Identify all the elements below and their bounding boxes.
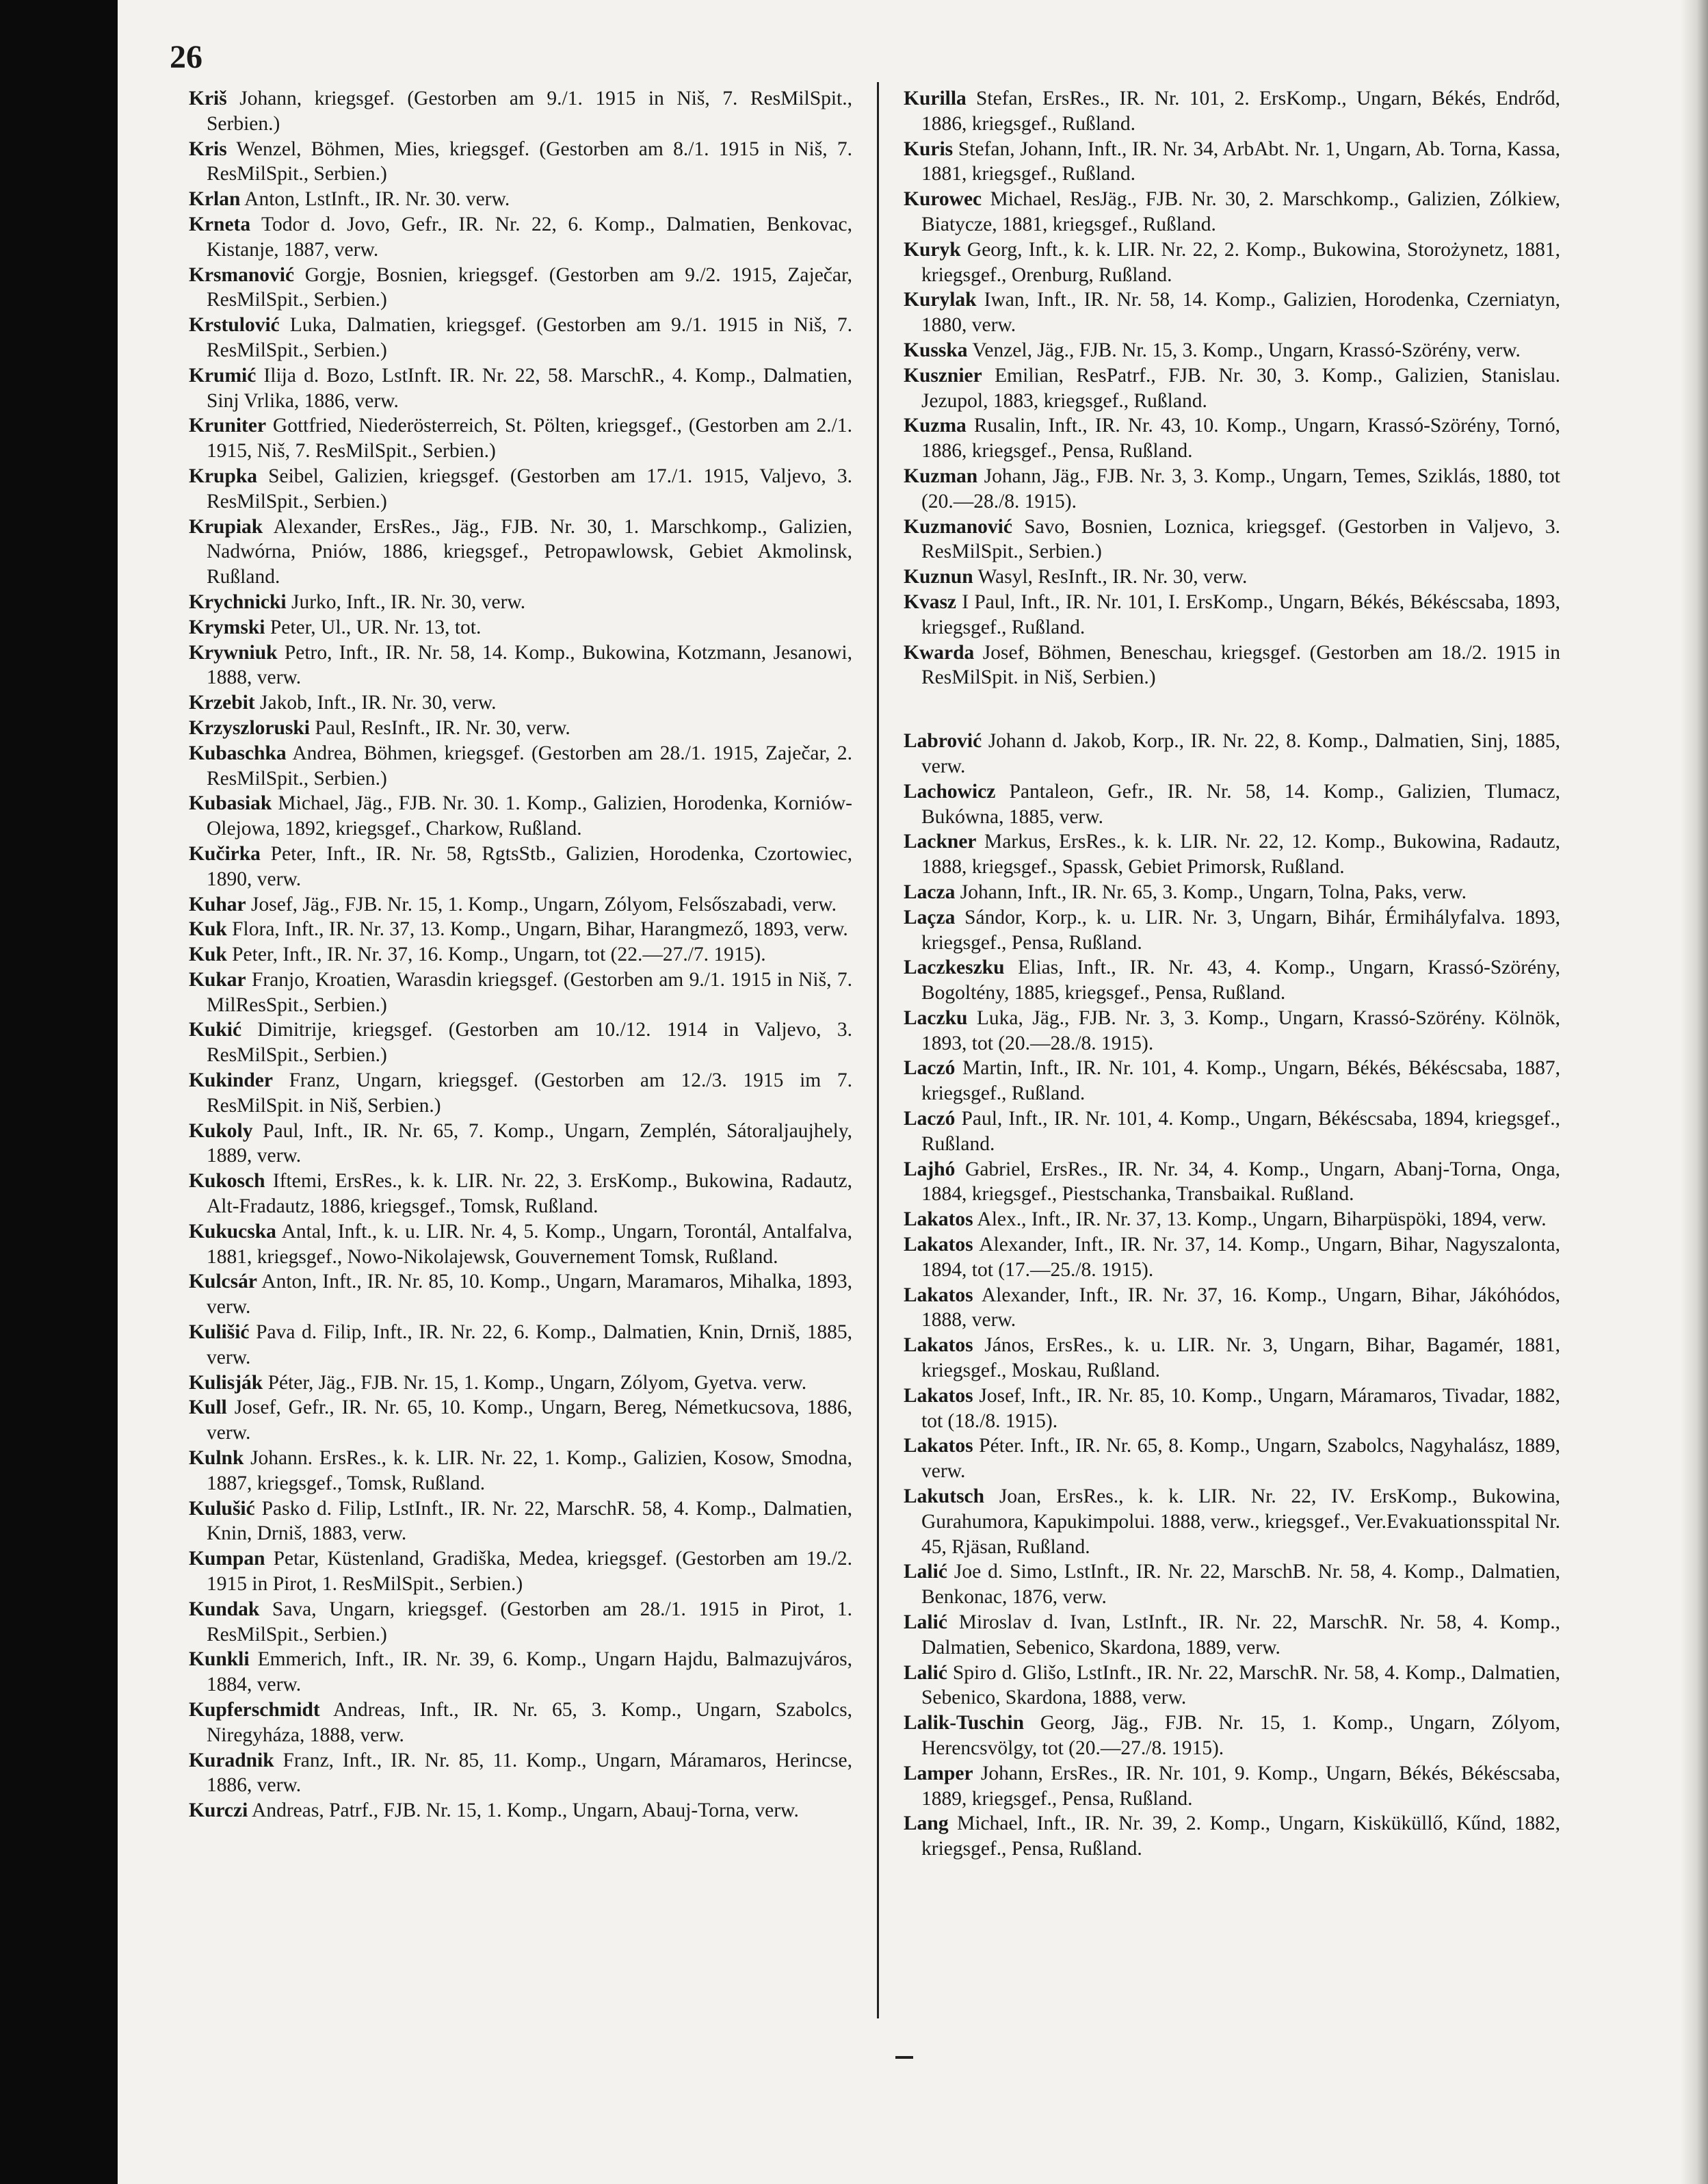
entry-details: Paul, ResInft., IR. Nr. 30, verw. [310,716,570,739]
entry-surname: Lakatos [904,1284,973,1306]
entry-details: Johann, ErsRes., IR. Nr. 101, 9. Komp., Ungarn, Békés, Békéscsaba, 1889, kriegsgef., Pensa, Rußland. [921,1762,1560,1810]
entry-details: Spiro d. Glišo, LstInft., IR. Nr. 22, MarschR. Nr. 58, 4. Komp., Dalmatien, Sebenico, Skardona, 1888, verw. [921,1661,1560,1709]
entry-details: Iwan, Inft., IR. Nr. 58, 14. Komp., Galizien, Horodenka, Czerniatyn, 1880, verw. [921,289,1560,337]
register-entry [189,1119,852,1169]
page-number: 26 [170,39,202,75]
register-entry [189,1597,852,1648]
entry-surname: Kupferschmidt [189,1699,320,1721]
entry-surname: Lakatos [904,1384,973,1407]
entry-details: Franz, Ungarn, kriegsgef. (Gestorben am 12./3. 1915 im 7. ResMilSpit. in Niš, Serbien.) [207,1069,852,1117]
entry-surname: Kukar [189,968,246,991]
register-entry [189,1647,852,1698]
register-entry [189,716,852,741]
entry-details: Michael, ResJäg., FJB. Nr. 30, 2. Marschkomp., Galizien, Zólkiew, Biatycze, 1881, kriegsgef., Rußland. [921,188,1560,235]
entry-surname: Lamper [904,1762,973,1784]
register-entry [904,1559,1560,1610]
entry-details: Paul, Inft., IR. Nr. 65, 7. Komp., Ungarn, Zemplén, Sátoraljaujhely, 1889, verw. [207,1119,852,1167]
register-entry [189,1546,852,1597]
entry-surname: Kuznun [904,566,973,588]
entry-surname: Lakutsch [904,1485,985,1508]
entry-surname: Kulnk [189,1447,244,1470]
right-column [904,86,1560,1862]
entry-surname: Kuhar [189,893,246,915]
entry-details: Petro, Inft., IR. Nr. 58, 14. Komp., Bukowina, Kotzmann, Jesanowi, 1888, verw. [207,641,852,689]
register-entry [904,564,1560,590]
entry-surname: Kulušić [189,1497,255,1520]
entry-surname: Krlan [189,188,241,211]
entry-details: Josef, Jäg., FJB. Nr. 15, 1. Komp., Ungarn, Zólyom, Felsőszabadi, verw. [246,893,837,915]
entry-surname: Labrović [904,730,982,753]
entry-details: Luka, Dalmatien, kriegsgef. (Gestorben am 9./1. 1915 in Niš, 7. ResMilSpit., Serbien.) [207,314,852,361]
entry-surname: Lakatos [904,1435,973,1457]
entry-details: Gottfried, Niederösterreich, St. Pölten, kriegsgef., (Gestorben am 2./1. 1915, Niš, 7. ResMilSpit., Serbien.) [207,415,852,463]
entry-details: Andreas, Patrf., FJB. Nr. 15, 1. Komp., Ungarn, Abauj-Torna, verw. [248,1799,799,1822]
entry-surname: Laczó [904,1057,956,1080]
entry-details: Venzel, Jäg., FJB. Nr. 15, 3. Komp., Ungarn, Krassó-Szörény, verw. [967,339,1521,361]
register-entry [904,1106,1560,1157]
entry-details: Petar, Küstenland, Gradiška, Medea, kriegsgef. (Gestorben am 19./2. 1915 in Pirot, 1. ResMilSpit., Serbien.) [207,1548,852,1596]
register-entry [189,942,852,967]
register-entry [904,1232,1560,1283]
register-entry [904,1056,1560,1106]
register-entry [904,729,1560,779]
register-entry [904,1661,1560,1711]
entry-surname: Lajhó [904,1158,956,1180]
entry-surname: Kurowec [904,188,982,211]
entry-surname: Kull [189,1396,227,1419]
register-entry [189,212,852,263]
register-entry [904,363,1560,414]
entry-surname: Krywniuk [189,641,278,664]
register-entry [189,917,852,942]
register-entry [189,1370,852,1396]
entry-details: Rusalin, Inft., IR. Nr. 43, 10. Komp., Ungarn, Krassó-Szörény, Tornó, 1886, kriegsgef., Pensa, Rußland. [921,415,1560,463]
entry-details: Johann. ErsRes., k. k. LIR. Nr. 22, 1. Komp., Galizien, Kosow, Smodna, 1887, kriegsgef., Tomsk, Rußland. [207,1447,852,1494]
register-entry [904,1711,1560,1761]
left-column [189,86,852,1823]
entry-details: Franjo, Kroatien, Warasdin kriegsgef. (Gestorben am 9./1. 1915 in Niš, 7. MilResSpit., Serbien.) [207,968,852,1016]
entry-surname: Kukucska [189,1220,276,1243]
entry-surname: Kruniter [189,415,267,437]
entry-details: Péter. Inft., IR. Nr. 65, 8. Komp., Ungarn, Szabolcs, Nagyhalász, 1889, verw. [921,1435,1560,1483]
register-entry [904,1610,1560,1661]
entry-surname: Kurilla [904,88,967,109]
register-entry [189,1269,852,1320]
entry-details: Alexander, ErsRes., Jäg., FJB. Nr. 30, 1. Marschkomp., Galizien, Nadwórna, Pniów, 1886, kriegsgef., Petropawlowsk, Gebiet Akmolinsk, Rußland. [207,515,852,588]
entry-details: Iftemi, ErsRes., k. k. LIR. Nr. 22, 3. ErsKomp., Bukowina, Radautz, Alt-Fradautz, 1886, kriegsgef., Tomsk, Rußland. [207,1170,852,1218]
entry-details: Stefan, Johann, Inft., IR. Nr. 34, ArbAbt. Nr. 1, Ungarn, Ab. Torna, Kassa, 1881, kriegsgef., Rußland. [921,138,1560,185]
register-entry [189,86,852,137]
entry-surname: Laczó [904,1108,956,1130]
entry-surname: Lackner [904,831,977,853]
register-entry [904,515,1560,565]
register-entry [189,464,852,515]
entry-details: Jurko, Inft., IR. Nr. 30, verw. [286,590,526,613]
entry-details: Dimitrije, kriegsgef. (Gestorben am 10./12. 1914 in Valjevo, 3. ResMilSpit., Serbien.) [207,1019,852,1067]
entry-surname: Krzebit [189,692,255,714]
entry-surname: Kukinder [189,1069,273,1092]
entry-surname: Krymski [189,616,265,638]
register-entry [904,1006,1560,1056]
entry-details: Alexander, Inft., IR. Nr. 37, 16. Komp., Ungarn, Bihar, Jákóhódos, 1888, verw. [921,1284,1560,1331]
entry-details: Georg, Jäg., FJB. Nr. 15, 1. Komp., Ungarn, Zólyom, Herencsvölgy, tot (20.—27./8. 1915). [921,1712,1560,1759]
entry-details: Seibel, Galizien, kriegsgef. (Gestorben am 17./1. 1915, Valjevo, 3. ResMilSpit., Serbien.) [207,465,852,512]
register-entry [189,615,852,640]
entry-surname: Lalić [904,1561,947,1583]
entry-details: Pasko d. Filip, LstInft., IR. Nr. 22, MarschR. 58, 4. Komp., Dalmatien, Knin, Drniš, 1883, verw. [207,1497,852,1545]
register-entry [904,829,1560,880]
entry-surname: Kunkli [189,1648,250,1671]
register-entry [904,1283,1560,1334]
register-entry [904,1433,1560,1484]
entry-surname: Lakatos [904,1234,973,1256]
register-entry [189,187,852,212]
register-entry [904,779,1560,830]
register-entry [189,1219,852,1270]
entry-details: Jakob, Inft., IR. Nr. 30, verw. [254,692,497,714]
entry-surname: Kusska [904,339,968,361]
entry-surname: Lalik-Tuschin [904,1712,1025,1734]
entry-surname: Kuzmanović [904,515,1012,538]
register-entry [189,640,852,691]
entry-details: Johann d. Jakob, Korp., IR. Nr. 22, 8. Komp., Dalmatien, Sinj, 1885, verw. [921,730,1560,777]
entry-surname: Lacza [904,881,956,903]
register-entry [904,1157,1560,1208]
entry-details: Peter, Ul., UR. Nr. 13, tot. [265,616,482,638]
register-entry [189,1169,852,1219]
entry-surname: Kuradnik [189,1749,274,1771]
entry-surname: Laçza [904,906,956,928]
register-entry [904,86,1560,137]
register-entry [189,263,852,313]
entry-surname: Laczkeszku [904,957,1005,979]
entry-details: Gorgje, Bosnien, kriegsgef. (Gestorben am 9./2. 1915, Zaječar, ResMilSpit., Serbien.) [207,263,852,311]
entry-details: Johann, Jäg., FJB. Nr. 3, 3. Komp., Ungarn, Temes, Sziklás, 1880, tot (20.—28./8. 1915). [921,465,1560,512]
entry-surname: Kundak [189,1598,260,1620]
register-entry [904,1207,1560,1232]
entry-surname: Kwarda [904,641,975,664]
entry-surname: Kulisják [189,1371,263,1394]
entry-details: Joe d. Simo, LstInft., IR. Nr. 22, MarschB. Nr. 58, 4. Komp., Dalmatien, Benkonac, 1876, verw. [921,1561,1560,1609]
register-entry [189,137,852,187]
entry-details: Alex., Inft., IR. Nr. 37, 13. Komp., Ungarn, Biharpüspöki, 1894, verw. [973,1208,1547,1231]
register-entry [189,967,852,1018]
entry-surname: Lalić [904,1611,947,1634]
register-entry [904,287,1560,338]
entry-details: Alexander, Inft., IR. Nr. 37, 14. Komp., Ungarn, Bihar, Nagyszalonta, 1894, tot (17.—25./8. 1915). [921,1234,1560,1281]
register-entry [189,1320,852,1370]
entry-details: Péter, Jäg., FJB. Nr. 15, 1. Komp., Ungarn, Zólyom, Gyetva. verw. [263,1371,807,1394]
register-entry [904,955,1560,1006]
entry-details: I Paul, Inft., IR. Nr. 101, I. ErsKomp., Ungarn, Békés, Békéscsaba, 1893, kriegsgef., Rußland. [921,590,1560,638]
footer-dash [895,2056,913,2059]
register-entry [904,1383,1560,1434]
entry-details: Emmerich, Inft., IR. Nr. 39, 6. Komp., Ungarn Hajdu, Balmazujváros, 1884, verw. [207,1648,852,1696]
scan-edge-shadow [1681,0,1708,2184]
entry-details: Martin, Inft., IR. Nr. 101, 4. Komp., Ungarn, Békés, Békéscsaba, 1887, kriegsgef., Rußland. [921,1057,1560,1105]
entry-surname: Krumić [189,364,257,387]
register-entry [189,892,852,918]
register-entry [904,413,1560,464]
entry-details: Anton, Inft., IR. Nr. 85, 10. Komp., Ungarn, Maramaros, Mihalka, 1893, verw. [207,1271,852,1318]
entry-surname: Kris [189,138,227,160]
register-entry [189,1698,852,1748]
entry-details: Michael, Inft., IR. Nr. 39, 2. Komp., Ungarn, Kisküküllő, Kűnd, 1882, kriegsgef., Pensa, Rußland. [921,1812,1560,1860]
entry-details: Andrea, Böhmen, kriegsgef. (Gestorben am 28./1. 1915, Zaječar, 2. ResMilSpit., Serbien.) [207,742,852,790]
entry-details: Franz, Inft., IR. Nr. 85, 11. Komp., Ungarn, Máramaros, Herincse, 1886, verw. [207,1749,852,1797]
register-entry [904,187,1560,237]
register-entry [189,842,852,892]
entry-details: Markus, ErsRes., k. k. LIR. Nr. 22, 12. Komp., Bukowina, Radautz, 1888, kriegsgef., Spassk, Gebiet Primorsk, Rußland. [921,831,1560,879]
entry-details: Georg, Inft., k. k. LIR. Nr. 22, 2. Komp., Bukowina, Storożynetz, 1881, kriegsgef., Orenburg, Rußland. [921,238,1560,286]
register-entry [189,741,852,792]
entry-details: Todor d. Jovo, Gefr., IR. Nr. 22, 6. Komp., Dalmatien, Benkovac, Kistanje, 1887, verw. [207,213,852,261]
entry-details: Michael, Jäg., FJB. Nr. 30. 1. Komp., Galizien, Horodenka, Korniów-Olejowa, 1892, kriegsgef., Charkow, Rußland. [207,792,852,840]
entry-surname: Kučirka [189,842,261,865]
entry-surname: Lang [904,1812,949,1835]
entry-surname: Lalić [904,1661,947,1684]
entry-details: Paul, Inft., IR. Nr. 101, 4. Komp., Ungarn, Békéscsaba, 1894, kriegsgef., Rußland. [921,1108,1560,1155]
entry-details: Sándor, Korp., k. u. LIR. Nr. 3, Ungarn, Bihár, Érmihályfalva. 1893, kriegsgef., Pensa, Rußland. [921,906,1560,954]
register-entry [189,1395,852,1446]
entry-surname: Kubaschka [189,742,287,764]
entry-details: Wenzel, Böhmen, Mies, kriegsgef. (Gestorben am 8./1. 1915 in Niš, 7. ResMilSpit., Serbien.) [207,138,852,185]
register-entry [904,464,1560,515]
entry-surname: Kuryk [904,238,961,261]
entry-surname: Krsmanović [189,263,295,286]
register-entry [904,905,1560,956]
register-entry [189,313,852,363]
entry-surname: Kuk [189,944,227,966]
entry-details: Johann, kriegsgef. (Gestorben am 9./1. 1915 in Niš, 7. ResMilSpit., Serbien.) [207,88,852,135]
entry-surname: Kurczi [189,1799,248,1822]
entry-surname: Kukić [189,1019,242,1041]
register-entry [189,1017,852,1068]
entry-details: Ilija d. Bozo, LstInft. IR. Nr. 22, 58. MarschR., 4. Komp., Dalmatien, Sinj Vrlika, 1886, verw. [207,364,852,412]
register-entry [189,413,852,464]
entry-surname: Krupka [189,465,258,487]
entry-surname: Krzyszloruski [189,716,310,739]
entry-details: Antal, Inft., k. u. LIR. Nr. 4, 5. Komp., Ungarn, Torontál, Antalfalva, 1881, kriegsgef., Nowo-Nikolajewsk, Gouvernement Tomsk, Rußland. [207,1220,852,1268]
entry-details: Elias, Inft., IR. Nr. 43, 4. Komp., Ungarn, Krassó-Szörény, Bogoltény, 1885, kriegsgef., Pensa, Rußland. [921,957,1560,1004]
entry-surname: Lachowicz [904,780,996,803]
entry-surname: Kuzman [904,465,978,487]
entry-surname: Lakatos [904,1334,973,1357]
entry-surname: Kvasz [904,590,957,613]
register-entry [189,1068,852,1119]
entry-details: Emilian, ResPatrf., FJB. Nr. 30, 3. Komp., Galizien, Stanislau. Jezupol, 1883, kriegsgef., Rußland. [921,364,1560,412]
document-page [118,0,1708,2184]
entry-surname: Laczku [904,1006,968,1029]
register-entry [904,1811,1560,1862]
entry-details: Peter, Inft., IR. Nr. 37, 16. Komp., Ungarn, tot (22.—27./7. 1915). [226,944,766,966]
entry-details: Andreas, Inft., IR. Nr. 65, 3. Komp., Ungarn, Szabolcs, Niregyháza, 1888, verw. [207,1699,852,1746]
entry-details: Anton, LstInft., IR. Nr. 30. verw. [240,188,510,211]
register-entry [189,1798,852,1823]
entry-surname: Kulišić [189,1321,250,1344]
entry-surname: Kubasiak [189,792,272,815]
register-entry [904,137,1560,187]
register-entry [904,880,1560,905]
entry-details: Sava, Ungarn, kriegsgef. (Gestorben am 28./1. 1915 in Pirot, 1. ResMilSpit., Serbien.) [207,1598,852,1646]
entry-details: Luka, Jäg., FJB. Nr. 3, 3. Komp., Ungarn, Krassó-Szörény. Kölnök, 1893, tot (20.—28./8. 1915). [921,1006,1560,1054]
entry-surname: Krneta [189,213,251,235]
entry-surname: Krupiak [189,515,263,538]
register-entry [189,363,852,414]
register-entry [189,590,852,615]
register-entry [189,791,852,842]
register-entry [904,237,1560,288]
entry-surname: Kukosch [189,1170,265,1193]
right-column-k-entries [904,86,1560,690]
entry-surname: Kukoly [189,1119,253,1142]
register-entry [904,338,1560,363]
entry-details: Savo, Bosnien, Loznica, kriegsgef. (Gestorben in Valjevo, 3. ResMilSpit., Serbien.) [921,515,1560,563]
right-column-l-entries [904,729,1560,1862]
entry-details: Miroslav d. Ivan, LstInft., IR. Nr. 22, MarschR. Nr. 58, 4. Komp., Dalmatien, Sebenico, Skardona, 1889, verw. [921,1611,1560,1659]
entry-details: Josef, Gefr., IR. Nr. 65, 10. Komp., Ungarn, Bereg, Németkucsova, 1886, verw. [207,1396,852,1444]
entry-details: Gabriel, ErsRes., IR. Nr. 34, 4. Komp., Ungarn, Abanj-Torna, Onga, 1884, kriegsgef., Piestschanka, Transbaikal. Rußland. [921,1158,1560,1206]
entry-surname: Kumpan [189,1548,265,1570]
entry-details: Josef, Inft., IR. Nr. 85, 10. Komp., Ungarn, Máramaros, Tivadar, 1882, tot (18./8. 1915). [921,1384,1560,1432]
entry-surname: Lakatos [904,1208,973,1231]
entry-surname: Kurylak [904,289,977,311]
register-entry [189,1446,852,1496]
entry-details: Stefan, ErsRes., IR. Nr. 101, 2. ErsKomp., Ungarn, Békés, Endrőd, 1886, kriegsgef., Rußland. [921,88,1560,135]
entry-surname: Kusznier [904,364,982,387]
register-entry [904,640,1560,691]
entry-surname: Kuzma [904,415,967,437]
entry-surname: Kuris [904,138,954,160]
column-divider [877,82,879,2018]
entry-details: Flora, Inft., IR. Nr. 37, 13. Komp., Ungarn, Bihar, Harangmező, 1893, verw. [226,918,848,941]
entry-details: Wasyl, ResInft., IR. Nr. 30, verw. [973,566,1248,588]
register-entry [189,690,852,716]
entry-details: Johann, Inft., IR. Nr. 65, 3. Komp., Ungarn, Tolna, Paks, verw. [955,881,1467,903]
section-gap [904,690,1560,729]
entry-details: Pava d. Filip, Inft., IR. Nr. 22, 6. Komp., Dalmatien, Knin, Drniš, 1885, verw. [207,1321,852,1368]
entry-surname: Krstulović [189,314,280,337]
entry-details: Joan, ErsRes., k. k. LIR. Nr. 22, IV. ErsKomp., Bukowina, Gurahumora, Kapukimpolui. 1888, verw., kriegsgef., Ver.Evakuationsspital Nr. 45, Rjäsan, Rußland. [921,1485,1560,1558]
register-entry [904,590,1560,640]
register-entry [904,1761,1560,1812]
register-entry [189,1496,852,1547]
entry-details: Peter, Inft., IR. Nr. 58, RgtsStb., Galizien, Horodenka, Czortowiec, 1890, verw. [207,842,852,890]
entry-surname: Kriš [189,88,227,109]
entry-details: Pantaleon, Gefr., IR. Nr. 58, 14. Komp., Galizien, Tlumacz, Bukówna, 1885, verw. [921,780,1560,828]
register-entry [904,1333,1560,1383]
register-entry [189,515,852,590]
entry-details: János, ErsRes., k. u. LIR. Nr. 3, Ungarn, Bihar, Bagamér, 1881, kriegsgef., Moskau, Rußland. [921,1334,1560,1382]
register-entry [904,1484,1560,1559]
entry-details: Josef, Böhmen, Beneschau, kriegsgef. (Gestorben am 18./2. 1915 in ResMilSpit. in Niš, Serbien.) [921,641,1560,689]
register-entry [189,1748,852,1799]
entry-surname: Krychnicki [189,590,287,613]
entry-surname: Kulcsár [189,1271,257,1293]
entry-surname: Kuk [189,918,227,941]
